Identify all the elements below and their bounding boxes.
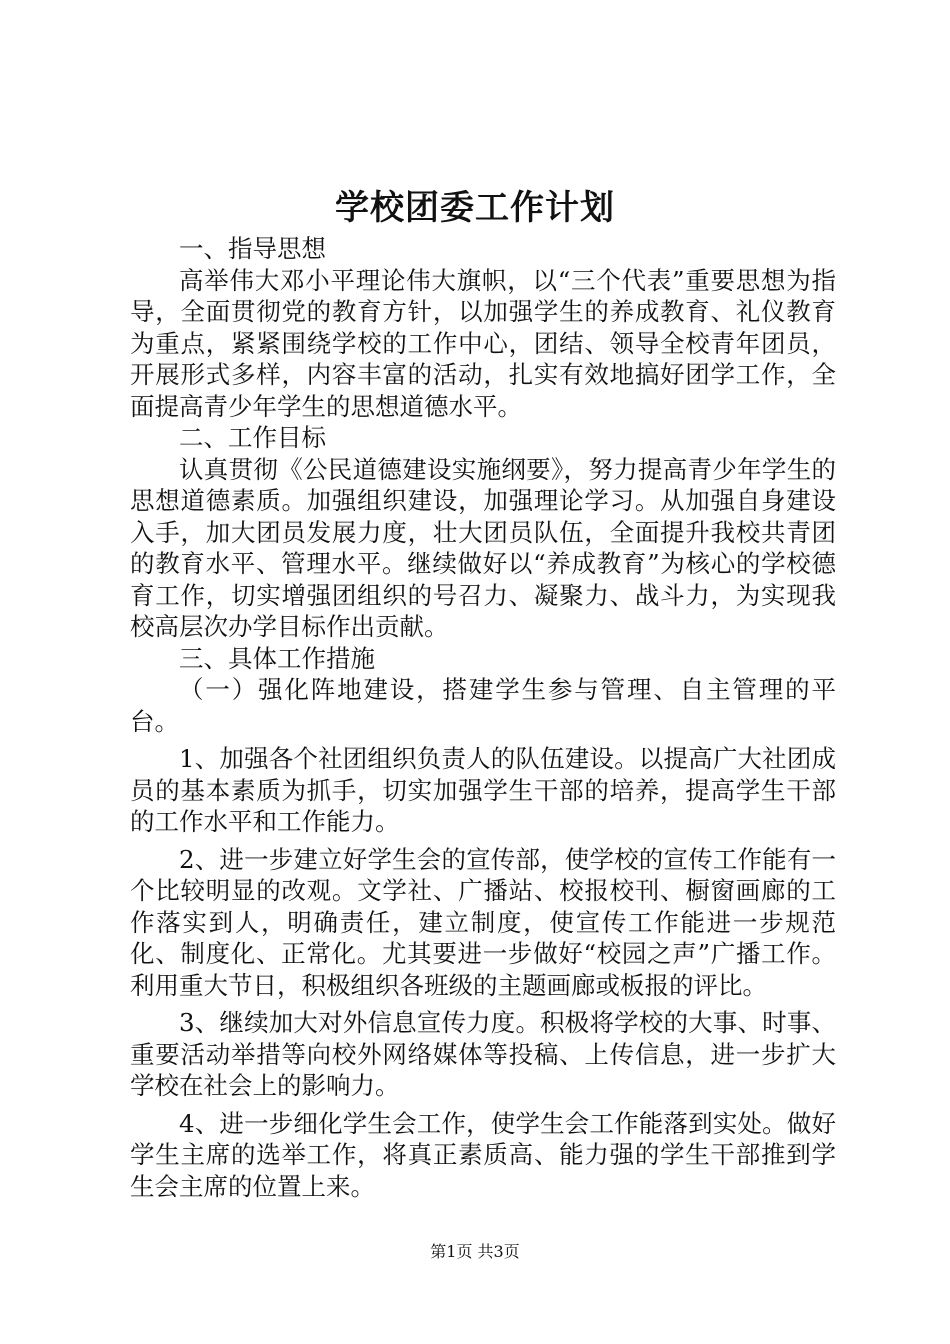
section-heading-work-goals: 二、工作目标 xyxy=(179,423,326,452)
document-title: 学校团委工作计划 xyxy=(335,188,615,228)
page-footer: 第1页 共3页 xyxy=(430,1242,520,1261)
list-item-1: 1、加强各个社团组织负责人的队伍建设。以提高广大社团成员的基本素质为抓手，切实加强学生干部的培养，提高学生干部的工作水平和工作能力。 xyxy=(130,744,836,836)
list-item-3: 3、继续加大对外信息宣传力度。积极将学校的大事、时事、重要活动举措等向校外网络媒体等投稿、上传信息，进一步扩大学校在社会上的影响力。 xyxy=(130,1008,836,1100)
document-body xyxy=(130,233,836,1202)
paragraph-guiding-ideology: 高举伟大邓小平理论伟大旗帜，以“三个代表”重要思想为指导，全面贯彻党的教育方针，以加强学生的养成教育、礼仪教育为重点，紧紧围绕学校的工作中心，团结、领导全校青年团员，开展形式多样，内容丰富的活动，扎实有效地搞好团学工作，全面提高青少年学生的思想道德水平。 xyxy=(130,265,836,421)
list-item-2: 2、进一步建立好学生会的宣传部，使学校的宣传工作能有一个比较明显的改观。文学社、广播站、校报校刊、橱窗画廊的工作落实到人，明确责任，建立制度，使宣传工作能进一步规范化、制度化、正常化。尤其要进一步做好“校园之声”广播工作。利用重大节日，积极组织各班级的主题画廊或板报的评比。 xyxy=(130,844,836,1000)
section-heading-guiding-ideology: 一、指导思想 xyxy=(179,234,326,263)
section-heading-specific-measures: 三、具体工作措施 xyxy=(179,643,375,673)
paragraph-work-goals: 认真贯彻《公民道德建设实施纲要》，努力提高青少年学生的思想道德素质。加强组织建设，加强理论学习。从加强自身建设入手，加大团员发展力度，壮大团员队伍，全面提升我校共青团的教育水平、管理水平。继续做好以“养成教育”为核心的学校德育工作，切实增强团组织的号召力、凝聚力、战斗力，为实现我校高层次办学目标作出贡献。 xyxy=(130,454,836,641)
subsection-heading-position-building: （一）强化阵地建设，搭建学生参与管理、自主管理的平台。 xyxy=(130,675,836,736)
list-item-4: 4、进一步细化学生会工作，使学生会工作能落到实处。做好学生主席的选举工作，将真正素质高、能力强的学生干部推到学生会主席的位置上来。 xyxy=(130,1108,836,1201)
